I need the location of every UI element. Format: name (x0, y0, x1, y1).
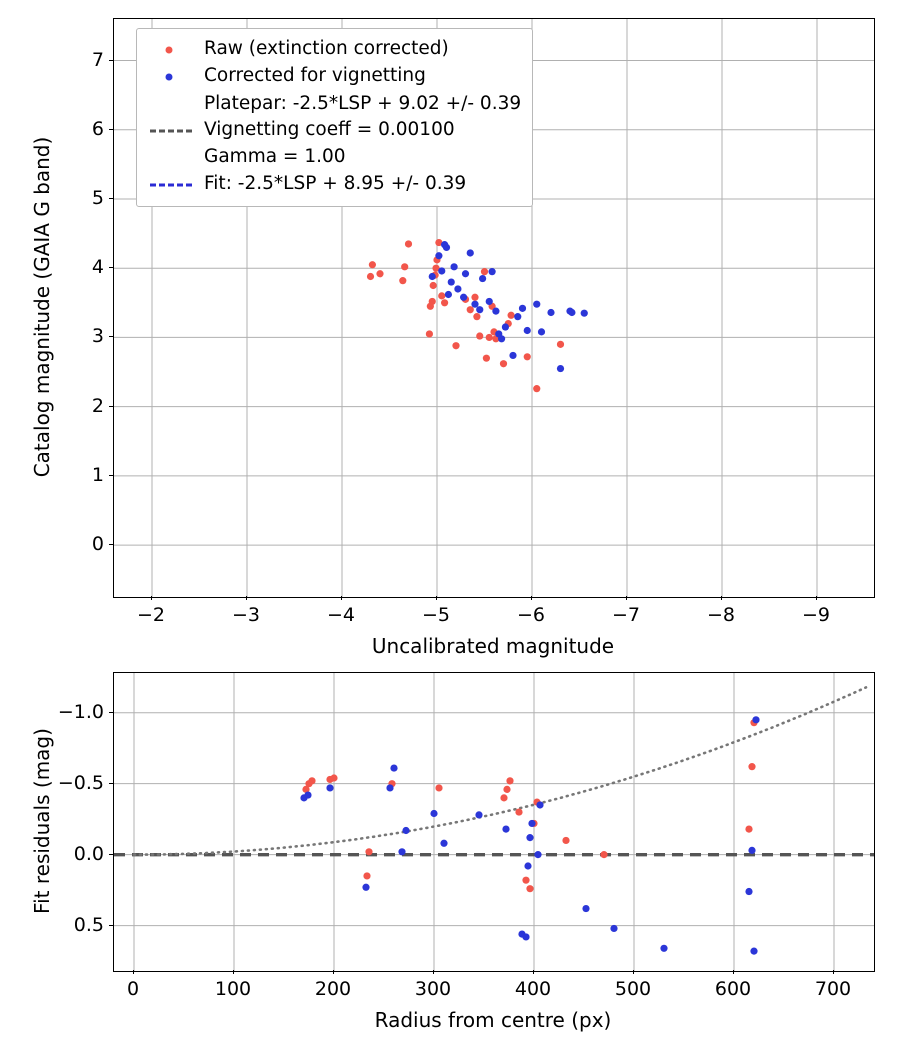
bottom-plot-area (113, 672, 875, 972)
y-tick-label: 0.0 (73, 842, 104, 865)
data-point (508, 312, 515, 319)
data-point (438, 292, 445, 299)
x-tick-label: 200 (314, 978, 352, 1000)
data-point (486, 298, 493, 305)
data-point (748, 763, 755, 770)
data-point (503, 786, 510, 793)
data-point (429, 273, 436, 280)
y-tick-label: −1.0 (57, 700, 104, 723)
data-point (660, 945, 667, 952)
data-point (435, 784, 442, 791)
legend-item-platepar (148, 90, 521, 171)
legend-label-platepar-line1: Platepar: -2.5*LSP + 9.02 +/- 0.39 (204, 93, 522, 115)
data-point (745, 888, 752, 895)
y-tick-mark (109, 267, 113, 268)
y-tick-mark (109, 475, 113, 476)
data-point (522, 877, 529, 884)
data-point (402, 827, 409, 834)
data-point (500, 794, 507, 801)
data-point (467, 249, 474, 256)
data-point (492, 308, 499, 315)
data-point (435, 252, 442, 259)
legend-label-fit: Fit: -2.5*LSP + 8.95 +/- 0.39 (204, 173, 467, 195)
data-point (582, 905, 589, 912)
data-point (405, 240, 412, 247)
data-point (330, 774, 337, 781)
data-point (426, 330, 433, 337)
data-point (533, 385, 540, 392)
x-tick-label: 500 (614, 978, 652, 1000)
x-tick-mark (531, 596, 532, 600)
legend-label-platepar-block (204, 91, 521, 170)
data-point (448, 278, 455, 285)
legend-label-platepar-line2: Vignetting coeff = 0.00100 (204, 119, 455, 141)
x-tick-label: −3 (231, 604, 261, 626)
data-point (500, 360, 507, 367)
data-point (519, 305, 526, 312)
x-tick-label: −9 (801, 604, 831, 626)
data-point (515, 808, 522, 815)
legend-label-raw: Raw (extinction corrected) (204, 38, 449, 60)
data-point (524, 353, 531, 360)
data-point (486, 334, 493, 341)
y-tick-label: 0 (91, 533, 104, 556)
data-point (502, 825, 509, 832)
data-point (445, 291, 452, 298)
bottom-x-axis-label: Radius from centre (px) (374, 1008, 612, 1032)
x-tick-mark (246, 596, 247, 600)
y-tick-mark (109, 544, 113, 545)
data-point (386, 784, 393, 791)
data-point (479, 275, 486, 282)
top-x-axis-label: Uncalibrated magnitude (371, 634, 615, 658)
data-point (308, 777, 315, 784)
residuals-panel (0, 650, 900, 1050)
data-point (522, 933, 529, 940)
x-tick-mark (433, 970, 434, 974)
x-tick-mark (633, 970, 634, 974)
data-point (369, 261, 376, 268)
y-tick-label: 7 (91, 48, 104, 71)
y-tick-mark (109, 198, 113, 199)
y-tick-label: 1 (91, 463, 104, 486)
data-point (536, 801, 543, 808)
x-tick-label: 300 (414, 978, 452, 1000)
data-point (441, 299, 448, 306)
x-tick-label: −6 (516, 604, 546, 626)
data-point (581, 310, 588, 317)
bottom-y-axis-label: Fit residuals (mag) (30, 728, 54, 914)
data-point (489, 268, 496, 275)
data-point (533, 301, 540, 308)
data-point (471, 301, 478, 308)
data-point (429, 298, 436, 305)
data-point (363, 872, 370, 879)
data-point (401, 263, 408, 270)
y-tick-label: 6 (91, 117, 104, 140)
data-point (534, 851, 541, 858)
data-point (430, 810, 437, 817)
y-tick-mark (109, 783, 113, 784)
y-tick-label: −0.5 (57, 771, 104, 794)
x-tick-label: −5 (421, 604, 451, 626)
x-tick-mark (133, 970, 134, 974)
data-point (365, 848, 372, 855)
y-tick-label: 2 (91, 394, 104, 417)
y-tick-label: 3 (91, 325, 104, 348)
x-tick-mark (233, 970, 234, 974)
data-point (476, 332, 483, 339)
x-tick-mark (833, 970, 834, 974)
x-tick-mark (436, 596, 437, 600)
data-point (376, 270, 383, 277)
data-point (367, 273, 374, 280)
legend-marker-corrected (148, 68, 194, 86)
data-point (362, 884, 369, 891)
legend-marker-raw (148, 41, 194, 59)
data-point (562, 837, 569, 844)
x-tick-label: −8 (706, 604, 736, 626)
x-tick-mark (626, 596, 627, 600)
legend-label-platepar-line3: Gamma = 1.00 (204, 145, 346, 167)
data-point (528, 820, 535, 827)
x-tick-mark (151, 596, 152, 600)
y-tick-mark (109, 336, 113, 337)
data-point (557, 365, 564, 372)
data-point (460, 294, 467, 301)
data-point (399, 277, 406, 284)
y-tick-mark (109, 406, 113, 407)
y-tick-mark (109, 60, 113, 61)
data-point (557, 341, 564, 348)
data-point (471, 294, 478, 301)
data-point (526, 885, 533, 892)
x-tick-label: 0 (126, 978, 140, 1000)
x-tick-label: 100 (214, 978, 252, 1000)
data-point (476, 306, 483, 313)
legend-item-corrected (148, 63, 521, 90)
data-point (547, 309, 554, 316)
x-tick-mark (816, 596, 817, 600)
data-point (526, 834, 533, 841)
x-tick-mark (721, 596, 722, 600)
data-point (441, 241, 448, 248)
x-tick-mark (733, 970, 734, 974)
data-point (610, 925, 617, 932)
x-tick-label: 600 (714, 978, 752, 1000)
legend-item-fit (148, 171, 521, 198)
data-point (524, 327, 531, 334)
y-tick-label: 5 (91, 186, 104, 209)
x-tick-mark (333, 970, 334, 974)
x-tick-label: 700 (814, 978, 852, 1000)
x-tick-label: 400 (514, 978, 552, 1000)
data-point (326, 784, 333, 791)
y-tick-mark (109, 129, 113, 130)
data-point (475, 811, 482, 818)
data-point (600, 851, 607, 858)
x-tick-mark (341, 596, 342, 600)
legend-label-corrected: Corrected for vignetting (204, 65, 426, 87)
data-point (750, 948, 757, 955)
data-point (440, 840, 447, 847)
data-point (748, 847, 755, 854)
legend-marker-fit (148, 176, 194, 194)
data-point (462, 270, 469, 277)
data-point (498, 335, 505, 342)
bottom-plot-canvas (114, 673, 874, 971)
y-tick-label: 0.5 (73, 913, 104, 936)
data-point (451, 263, 458, 270)
data-point (467, 306, 474, 313)
y-tick-label: 4 (91, 256, 104, 279)
x-tick-label: −2 (136, 604, 166, 626)
y-tick-mark (109, 712, 113, 713)
y-tick-mark (109, 925, 113, 926)
data-point (506, 777, 513, 784)
data-point (454, 285, 461, 292)
data-point (514, 313, 521, 320)
legend-item-raw (148, 36, 521, 63)
data-point (568, 309, 575, 316)
data-point (473, 313, 480, 320)
legend (136, 28, 533, 207)
data-point (398, 848, 405, 855)
top-y-axis-label: Catalog magnitude (GAIA G band) (30, 136, 54, 478)
data-point (452, 342, 459, 349)
data-point (752, 716, 759, 723)
data-point (304, 791, 311, 798)
data-point (524, 862, 531, 869)
data-point (502, 323, 509, 330)
y-tick-mark (109, 854, 113, 855)
legend-marker-platepar (148, 122, 194, 140)
data-point (390, 764, 397, 771)
data-point (745, 825, 752, 832)
data-point (481, 268, 488, 275)
x-tick-mark (533, 970, 534, 974)
data-point (509, 352, 516, 359)
data-point (430, 282, 437, 289)
x-tick-label: −7 (611, 604, 641, 626)
data-point (438, 267, 445, 274)
x-tick-label: −4 (326, 604, 356, 626)
data-point (483, 355, 490, 362)
data-point (538, 328, 545, 335)
